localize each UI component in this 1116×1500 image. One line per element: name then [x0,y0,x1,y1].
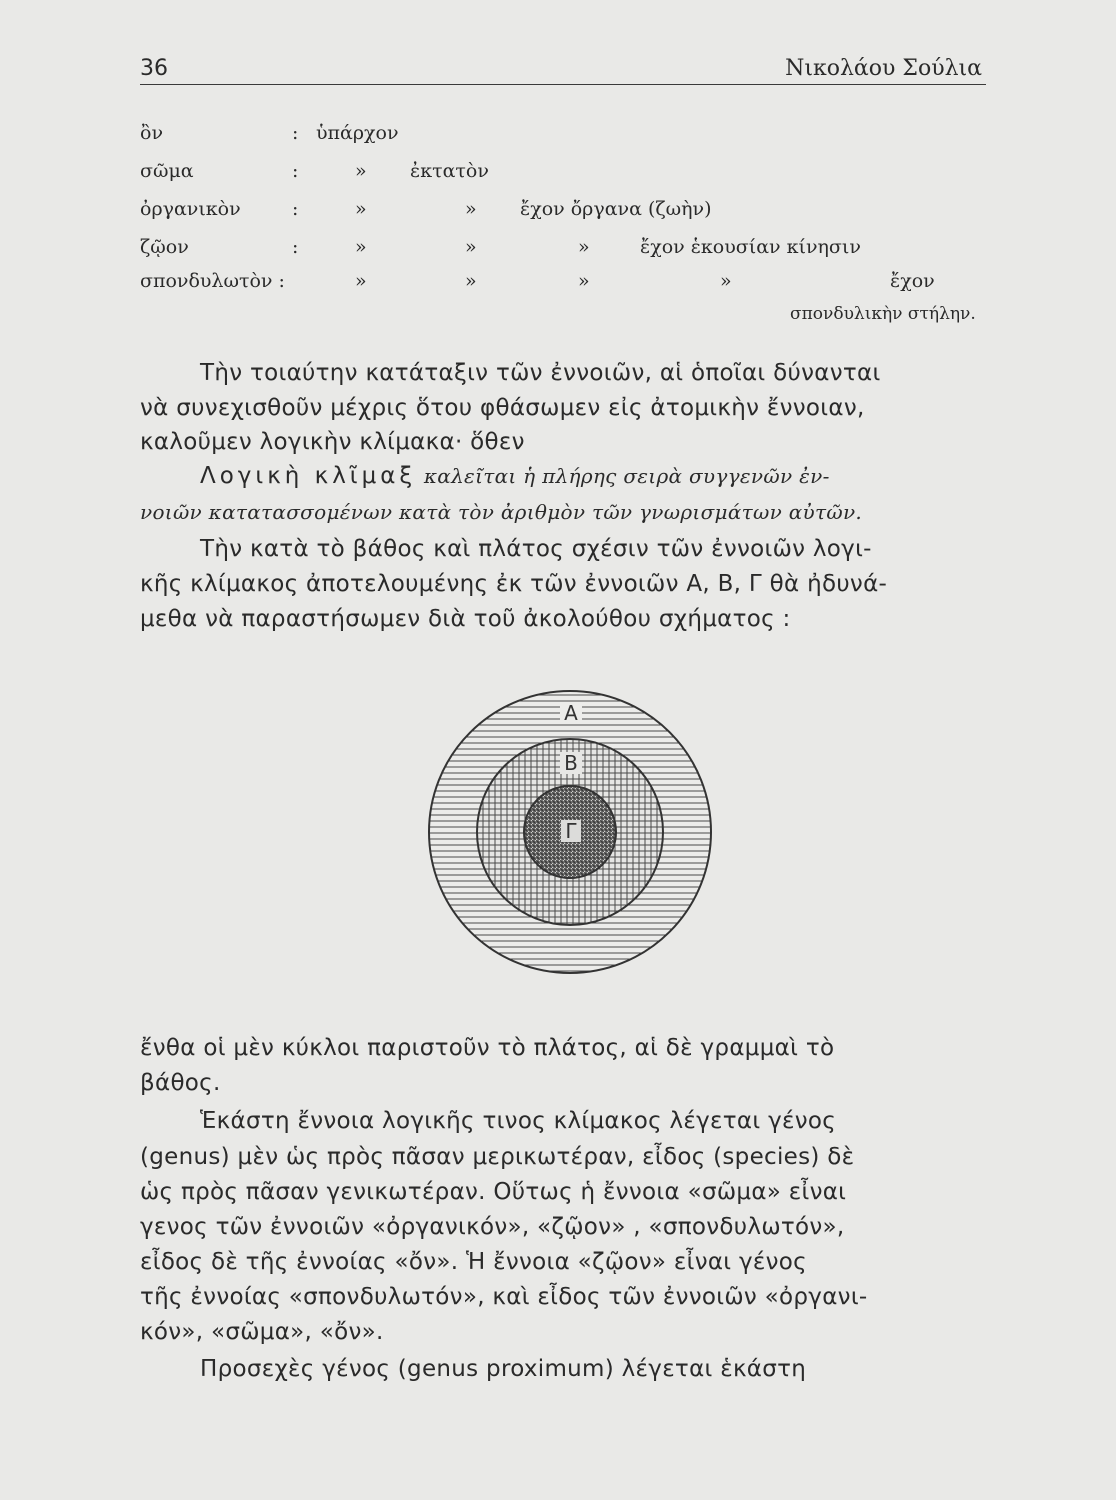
klimax-term: ζῷον [140,236,189,258]
concentric-circles-figure [420,680,720,980]
klimax-term: ὂν [140,122,163,144]
klimax-cell: » [355,160,367,182]
klimax-cell: ἐκτατὸν [410,160,489,182]
text-line: εἶδος δὲ τῆς ἐννοίας «ὄν». Ἡ ἔννοια «ζῷον» εἶναι γένος [140,1249,807,1275]
klimax-separator: : [292,160,299,182]
klimax-cell: » [465,236,477,258]
klimax-separator: : [292,236,299,258]
label-b: Β [564,751,578,775]
klimax-cell: » [578,270,590,292]
page-number: 36 [140,56,168,81]
klimax-cell: ἔχον [890,270,935,292]
running-head: Νικολάου Σούλια [785,56,982,81]
klimax-cell: » [578,236,590,258]
klimax-cell: » [720,270,732,292]
header-rule [140,84,986,85]
text-line: ἔνθα οἱ μὲν κύκλοι παριστοῦν τὸ πλάτος, αἱ δὲ γραμμαὶ τὸ [140,1035,835,1061]
text-line: κῆς κλίμακος ἀποτελουμένης ἐκ τῶν ἐννοιῶν Α, Β, Γ θὰ ἠδυνά- [140,571,888,597]
text-line: μεθα νὰ παραστήσωμεν διὰ τοῦ ἀκολούθου σχήματος : [140,606,791,632]
text-line: καλοῦμεν λογικὴν κλίμακα· ὅθεν [140,429,525,455]
definition-term: Λογικὴ κλῖμαξ [200,463,417,489]
label-a: Α [564,701,578,725]
text-line: βάθος. [140,1070,221,1096]
klimax-cell: » [355,198,367,220]
text-line: κόν», «σῶμα», «ὄν». [140,1319,384,1345]
definition-text: νοιῶν κατατασσομένων κατὰ τὸν ἀριθμὸν τῶν γνωρισμάτων αὐτῶν. [140,500,863,524]
definition-line [200,463,830,489]
text-line: Προσεχὲς γένος (genus proximum) λέγεται ἑκάστη [200,1356,807,1382]
text-line: τῆς ἐννοίας «σπονδυλωτόν», καὶ εἶδος τῶν ἐννοιῶν «ὀργανι- [140,1284,868,1310]
text-line: ὡς πρὸς πᾶσαν γενικωτέραν. Οὕτως ἡ ἔννοια «σῶμα» εἶναι [140,1179,847,1205]
klimax-cell: » [465,198,477,220]
klimax-cell: ἔχον ὄργανα (ζωὴν) [520,198,712,220]
text-line: νὰ συνεχισθοῦν μέχρις ὅτου φθάσωμεν εἰς ἀτομικὴν ἔννοιαν, [140,395,865,421]
label-c: Γ [565,819,577,843]
klimax-cell: » [355,236,367,258]
klimax-term: σπονδυλωτὸν : [140,270,285,292]
text-line: (genus) μὲν ὡς πρὸς πᾶσαν μερικωτέραν, εἶδος (species) δὲ [140,1144,855,1170]
text-line: γενος τῶν ἐννοιῶν «ὀργανικόν», «ζῷον» , «σπονδυλωτόν», [140,1214,845,1240]
klimax-cell: ὑπάρχον [316,122,399,144]
text-line: Τὴν τοιαύτην κατάταξιν τῶν ἐννοιῶν, αἱ ὁποῖαι δύνανται [200,360,881,386]
klimax-continuation: σπονδυλικὴν στήλην. [790,304,976,324]
text-line: Ἑκάστη ἔννοια λογικῆς τινος κλίμακος λέγεται γένος [200,1108,837,1134]
klimax-term: σῶμα [140,160,194,182]
page-header [140,56,982,86]
text-line: Τὴν κατὰ τὸ βάθος καὶ πλάτος σχέσιν τῶν ἐννοιῶν λογι- [200,536,872,562]
klimax-cell: » [355,270,367,292]
klimax-separator: : [292,122,299,144]
klimax-term: ὀργανικὸν [140,198,241,220]
definition-text: καλεῖται ἡ πλήρης σειρὰ συγγενῶν ἐν- [423,464,830,488]
klimax-cell: » [465,270,477,292]
klimax-separator: : [292,198,299,220]
klimax-cell: ἔχον ἑκουσίαν κίνησιν [640,236,861,258]
